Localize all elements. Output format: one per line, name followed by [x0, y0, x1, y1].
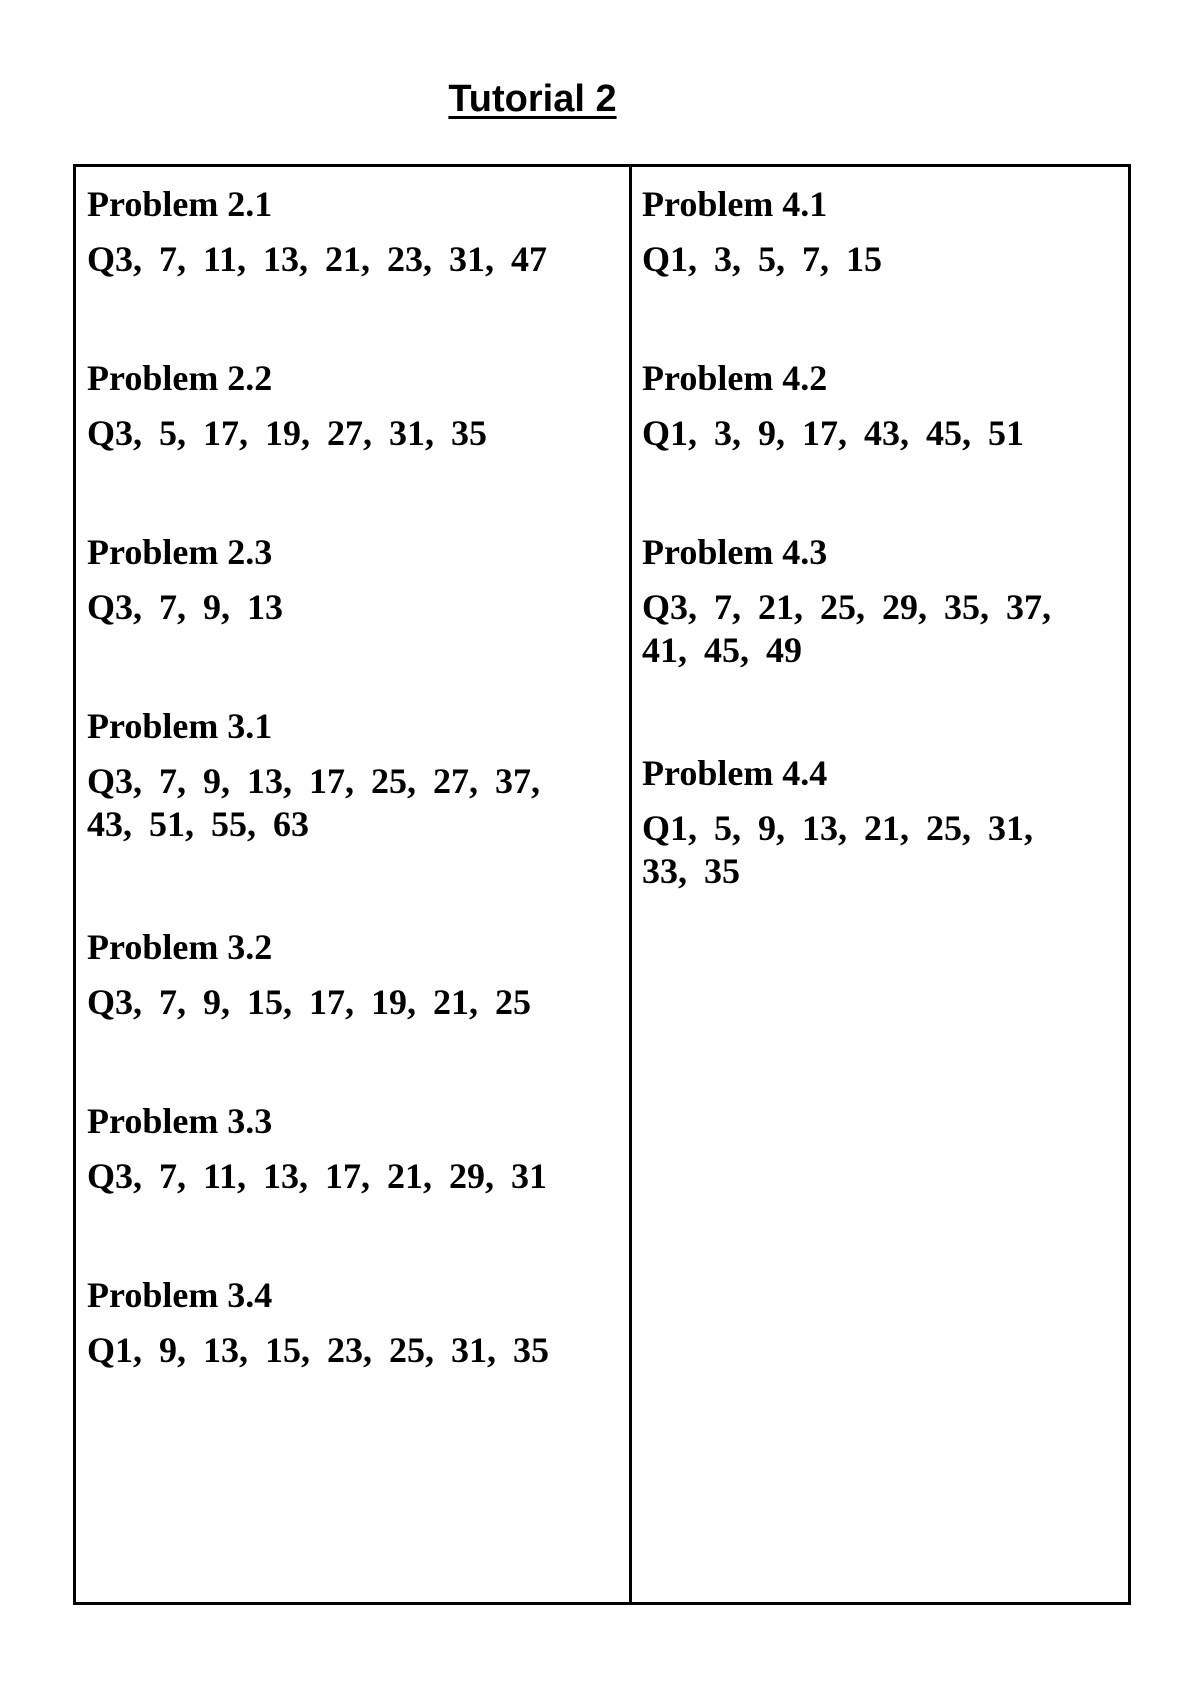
- problem-questions: Q3, 7, 9, 13, 17, 25, 27, 37, 43, 51, 55, 63: [87, 761, 541, 845]
- problem-questions: Q3, 7, 21, 25, 29, 35, 37, 41, 45, 49: [642, 587, 1052, 671]
- column-divider: [629, 167, 632, 1602]
- problem-questions: Q1, 5, 9, 13, 21, 25, 31, 33, 35: [642, 808, 1034, 892]
- page-title: Tutorial 2: [448, 78, 617, 120]
- problem-title: Problem 2.2: [87, 358, 273, 398]
- problem-2-3: [87, 531, 283, 629]
- problem-title: Problem 2.3: [87, 532, 273, 572]
- problem-3-1: [87, 705, 540, 847]
- problem-4-3: [642, 531, 1051, 673]
- problem-3-4: [87, 1274, 549, 1372]
- problem-4-4: [642, 752, 1033, 894]
- problem-title: Problem 3.3: [87, 1101, 273, 1141]
- problem-title: Problem 4.1: [642, 184, 828, 224]
- problem-2-1: [87, 183, 547, 281]
- problem-4-1: [642, 183, 882, 281]
- problem-questions: Q3, 5, 17, 19, 27, 31, 35: [87, 413, 488, 454]
- problem-title: Problem 4.4: [642, 753, 828, 793]
- problem-questions: Q1, 3, 9, 17, 43, 45, 51: [642, 413, 1025, 454]
- problem-3-2: [87, 926, 531, 1024]
- problem-questions: Q1, 9, 13, 15, 23, 25, 31, 35: [87, 1330, 550, 1371]
- problem-questions: Q1, 3, 5, 7, 15: [642, 239, 883, 280]
- problem-3-3: [87, 1100, 547, 1198]
- problem-title: Problem 3.4: [87, 1275, 273, 1315]
- problem-questions: Q3, 7, 9, 13: [87, 587, 284, 628]
- problem-title: Problem 3.2: [87, 927, 273, 967]
- problem-questions: Q3, 7, 11, 13, 17, 21, 29, 31: [87, 1156, 548, 1197]
- problem-2-2: [87, 357, 487, 455]
- problem-title: Problem 2.1: [87, 184, 273, 224]
- problem-questions: Q3, 7, 9, 15, 17, 19, 21, 25: [87, 982, 532, 1023]
- problems-table: [73, 164, 1131, 1605]
- problem-title: Problem 3.1: [87, 706, 273, 746]
- problem-4-2: [642, 357, 1024, 455]
- problem-title: Problem 4.3: [642, 532, 828, 572]
- problem-title: Problem 4.2: [642, 358, 828, 398]
- problem-questions: Q3, 7, 11, 13, 21, 23, 31, 47: [87, 239, 548, 280]
